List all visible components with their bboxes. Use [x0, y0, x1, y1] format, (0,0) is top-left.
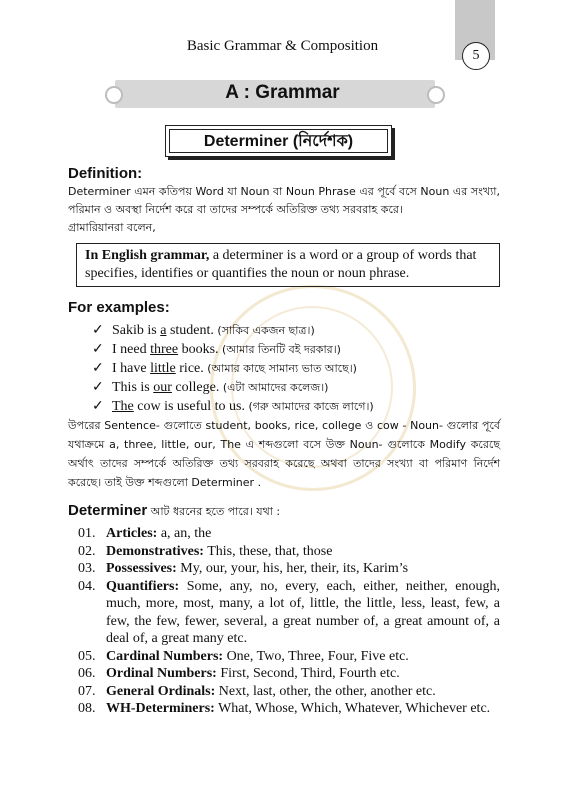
check-icon: ✓: [92, 323, 104, 338]
kinds-heading: Determiner আট ধরনের হতে পারে। যথা :: [68, 502, 281, 519]
check-icon: ✓: [92, 361, 104, 376]
example-item: ✓ Sakib is a student. (সাকিব একজন ছাত্র।): [92, 323, 315, 338]
examples-explanation: উপরের Sentence- গুলোতে student, books, rice, college ও cow - Noun- গুলোর পূর্বে যথাক্রমে a, three, little, our, The এ শব্দগুলো বসে উক্ত Noun- গুলোকে Modify করেছে অর্থাৎ তাদের সম্পর্কে অতিরিক্ত তথ্য সরবরাহ করেছে অথবা তাদের সংখ্যা বা পরিমাণ নির্দেশ করেছে। তাই উক্ত শব্দগুলো Determiner .: [68, 419, 500, 489]
examples-heading: For examples:: [68, 299, 170, 316]
subtitle: Determiner (নির্দেশক): [169, 129, 388, 153]
definition-box: [76, 243, 500, 287]
check-icon: ✓: [92, 342, 104, 357]
running-head: Basic Grammar & Composition: [186, 38, 379, 54]
subtitle-box: [165, 125, 392, 157]
kind-item: 04. Quantifiers: Some, any, no, every, each, either, neither, enough, much, more, most, many, a lot of, little, the little, less, least, few, a few, the few, fewer, several, a great number of, a great amount of, a deal of, a great many etc.: [78, 578, 500, 646]
example-item: ✓ The cow is useful to us. (গরু আমাদের কাজে লাগে।): [92, 399, 374, 414]
kind-item: 06. Ordinal Numbers: First, Second, Third, Fourth etc.: [78, 666, 400, 681]
kind-item: 08. WH-Determiners: What, Whose, Which, Whatever, Whichever etc.: [78, 701, 491, 716]
kind-item: 02. Demonstratives: This, these, that, those: [78, 543, 333, 559]
check-icon: ✓: [92, 399, 104, 414]
kinds-list: [78, 525, 500, 718]
definition-box-bold: In English grammar,: [85, 248, 210, 263]
section-title: A : Grammar: [225, 82, 340, 103]
page-number: 5: [462, 42, 490, 70]
example-item: ✓ I have little rice. (আমার কাছে সামান্য ভাত আছে।): [92, 361, 357, 376]
definition-text: Determiner এমন কতিপয় Word যা Noun বা Noun Phrase এর পূর্বে বসে Noun এর সংখ্যা, পরিমান ও অবস্থা নির্দেশ করে বা তাদের সম্পর্কে অতিরিক্ত তথ্য সরবরাহ করে।: [68, 185, 500, 216]
kind-item: 03. Possessives: My, our, your, his, her, their, its, Karim’s: [78, 561, 409, 576]
examples-list: [92, 321, 500, 416]
definition-heading: Definition:: [68, 165, 143, 182]
page-content: [68, 165, 500, 718]
example-item: ✓ This is our college. (এটা আমাদের কলেজ।): [92, 380, 329, 395]
kind-item: 01. Articles: a, an, the: [78, 526, 212, 541]
kind-item: 07. General Ordinals: Next, last, other, the other, another etc.: [78, 683, 436, 699]
check-icon: ✓: [92, 380, 104, 395]
kind-item: 05. Cardinal Numbers: One, Two, Three, Four, Five etc.: [78, 648, 409, 664]
definition-box-text: a determiner is a word or a group of words that specifies, identifies or quantifies the noun or noun phrase.: [85, 248, 477, 281]
grammarians-line: গ্রামারিয়ানরা বলেন,: [68, 221, 156, 234]
example-item: ✓ I need three books. (আমার তিনটি বই দরকার।): [92, 342, 341, 357]
